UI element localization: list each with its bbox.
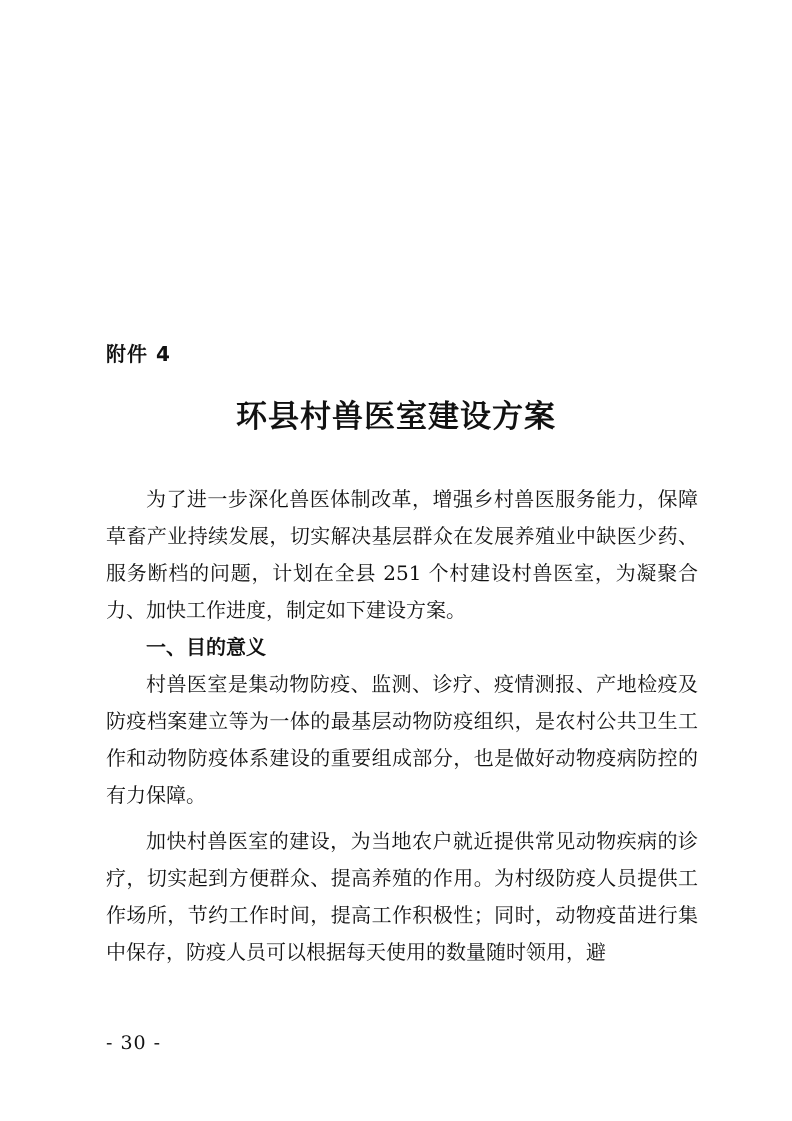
- document-title: 环县村兽医室建设方案: [236, 399, 556, 435]
- section-paragraph-role: 村兽医室是集动物防疫、监测、诊疗、疫情测报、产地检疫及防疫档案建立等为一体的最基层动物防疫组织，是农村公共卫生工作和动物防疫体系建设的重要组成部分，也是做好动物疫病防控的有力保障。: [106, 672, 698, 807]
- attachment-label: 附件 4: [106, 342, 171, 366]
- document-body: [106, 481, 698, 971]
- page-number: - 30 -: [106, 1032, 162, 1054]
- section-paragraph-benefits: 加快村兽医室的建设，为当地农户就近提供常见动物疾病的诊疗，切实起到方便群众、提高养殖的作用。为村级防疫人员提供工作场所，节约工作时间，提高工作积极性；同时，动物疫苗进行集中保存，防疫人员可以根据每天使用的数量随时领用，避: [106, 829, 698, 964]
- intro-paragraph: 为了进一步深化兽医体制改革，增强乡村兽医服务能力，保障草畜产业持续发展，切实解决基层群众在发展养殖业中缺医少药、服务断档的问题，计划在全县 251 个村建设村兽医室，为凝聚合力、加快工作进度，制定如下建设方案。: [106, 487, 698, 622]
- section-heading-purpose: 一、目的意义: [146, 635, 266, 659]
